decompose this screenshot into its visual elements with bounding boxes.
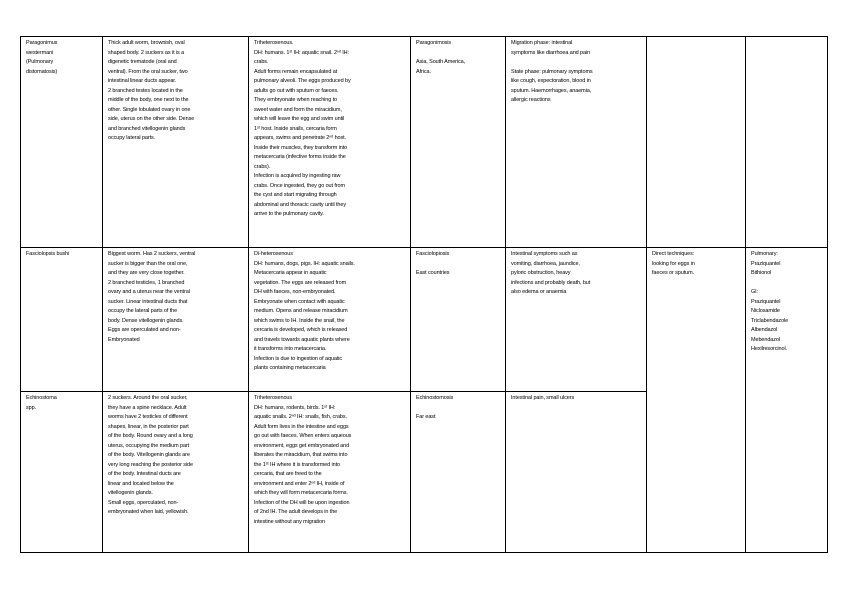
text-line: westermani (26, 49, 54, 56)
text-line: Triheteroxenous (254, 395, 293, 401)
text-line: Paragonimus (26, 40, 58, 46)
text-line: Infection of the DH will be upon ingestion (254, 499, 350, 506)
text-line: Infection is due to ingestion of aquatic (254, 355, 343, 362)
text-line: Adult forms remain encapsulated at (254, 68, 338, 75)
text-line: medium. Opens and release miracidium (254, 308, 348, 314)
text-line: arrive to the pulmonary cavity. (254, 211, 324, 217)
life-cycle-cell (249, 392, 411, 553)
text-line: Praziquantel (751, 298, 781, 305)
text-line: the 1ˢᵗ IH where it is transformed into (254, 461, 340, 468)
text-line: Paragonimosis (416, 40, 452, 46)
text-line: worms have 2 testicles of different (108, 414, 188, 420)
text-line: pyloric obstruction, heavy (511, 270, 571, 276)
text-line: Intestinal pain, small ulcers (511, 395, 575, 401)
text-line: Echinostoma (26, 395, 57, 401)
text-line: crabs). (254, 163, 271, 170)
text-line: looking for eggs in (652, 260, 695, 267)
text-line: of the body. Round ovary and a long (108, 433, 193, 439)
text-line: linear and located below the (108, 480, 174, 487)
text-line: cercaria is developed, which is released (254, 327, 348, 333)
text-line: (Pulmonary (26, 59, 54, 65)
text-line: Small eggs, operculated, non- (108, 499, 179, 506)
text-line (751, 279, 823, 289)
text-line: also edema or anaemia (511, 289, 567, 295)
text-line: Eggs are operculated and non- (108, 327, 181, 333)
text-line: Infection is acquired by ingesting raw (254, 173, 341, 179)
text-line: shaped body. 2 suckers as it is a (108, 49, 185, 56)
text-line: adults go out with sputum or faeces. (254, 87, 339, 94)
text-line: it transforms into metacercaria. (254, 346, 327, 352)
text-line: Hexilresorcinol. (751, 346, 787, 352)
text-line: cercaria, that are freed to the (254, 471, 322, 477)
text-line: appears, swims and penetrate 2ⁿᵈ host. (254, 135, 347, 141)
text-line: liberates the miracidium, that swims into (254, 452, 348, 458)
text-line: Biggest worm. Has 2 suckers, ventral (108, 251, 196, 257)
text-line: digenetic trematode (oral and (108, 59, 177, 65)
text-line: Fasciolopiosis (416, 251, 450, 257)
text-line: GI: (751, 289, 759, 295)
text-line: 1ˢᵗ host. Inside snails, cercaria form (254, 125, 337, 132)
text-line: Adult form lives in the intestine and eggs (254, 423, 349, 430)
text-line: Inside their muscles, they transform into (254, 144, 348, 151)
text-line: Triheteroxenous. (254, 40, 294, 46)
text-line: vegetation. The eggs are released from (254, 279, 347, 286)
text-line: DH: humans. 1ˢᵗ IH: aquatic snail. 2ⁿᵈ IH: (254, 49, 349, 56)
text-line: Praziquantel (751, 260, 781, 267)
text-line: shapes, linear, in the posterior part (108, 423, 189, 430)
text-line: Far east (416, 414, 436, 420)
parasite-name-cell (21, 392, 103, 553)
text-line: symptoms like diarrhoea and pain (511, 49, 591, 56)
text-line: sweet water and form the miracidium, (254, 106, 342, 113)
text-line: of the body. Vitellogenin glands are (108, 452, 190, 458)
text-line: the cyst and start migrating through (254, 192, 337, 198)
text-line (416, 49, 501, 59)
text-line (416, 404, 501, 414)
text-line: Embryonated (108, 336, 140, 343)
text-line: Direct techniques: (652, 251, 695, 257)
text-line: very long reaching the posterior side (108, 461, 193, 468)
text-line: Thick adult worm, brownish, oval (108, 40, 185, 46)
text-line: and travels towards aquatic plants where (254, 336, 350, 343)
treatment-cell (746, 248, 828, 553)
text-line: Asia, South America, (416, 59, 466, 65)
text-line: metacercaria (infective forms inside the (254, 154, 346, 160)
text-line (416, 260, 501, 270)
text-line: embryonated when laid, yellowish. (108, 509, 189, 515)
disease-cell (411, 37, 506, 248)
text-line: go out with faeces. When enters aqueous (254, 433, 352, 439)
text-line: crabs. Once ingested, they go out from (254, 182, 345, 189)
text-line: DH with faeces, non-embryonated. (254, 289, 336, 295)
text-line: DH: humans, rodents, birds. 1ˢᵗ IH: (254, 404, 336, 411)
text-line: Fasciolopsis bushi (26, 251, 70, 257)
morphology-cell (103, 37, 249, 248)
text-line: allergic reactions (511, 97, 551, 103)
diagnosis-cell (647, 248, 746, 553)
text-line: ovary and a uterus near the ventral (108, 289, 190, 295)
text-line: which will leave the egg and swim until (254, 116, 345, 122)
text-line: ventral). From the oral sucker, two (108, 68, 188, 75)
morphology-cell (103, 392, 249, 553)
text-line: environment and enter 2ⁿᵈ IH, inside of (254, 480, 345, 487)
text-line: they have a spine necklace. Adult (108, 404, 187, 411)
text-line: Metacercaria appear in aquatic (254, 270, 327, 276)
text-line: Migration phase: intestinal (511, 40, 573, 46)
text-line: body. Dense vitellogenin glands. (108, 317, 184, 324)
text-line: of 2nd IH. The adult develops in the (254, 509, 338, 515)
text-line: pulmonary alveoli. The eggs produced by (254, 78, 351, 84)
text-line: vitellogenin glands. (108, 490, 153, 496)
text-line: which they will form metacercaria forms. (254, 490, 348, 496)
text-line: Albendazol (751, 327, 778, 333)
text-line: Embryonate when contact with aquatic (254, 298, 345, 305)
text-line: Di-heteroxenous (254, 251, 293, 257)
text-line: distomatosis) (26, 68, 58, 75)
text-line: Niclosamide (751, 308, 780, 314)
parasite-name-cell (21, 37, 103, 248)
text-line: Pulmonary: (751, 251, 778, 257)
text-line: sucker. Linear intestinal ducts that (108, 298, 188, 305)
text-line: infections and probably death, but (511, 279, 591, 286)
text-line: of the body. Intestinal ducts are (108, 471, 181, 477)
text-line: intestinal linear ducts appear. (108, 78, 177, 84)
parasite-table (20, 36, 828, 553)
text-line: occupy the lateral parts of the (108, 308, 178, 314)
table-row (21, 37, 828, 248)
text-line: vomiting, diarrhoea, jaundice, (511, 260, 580, 267)
text-line: Triclabendazole (751, 317, 789, 324)
text-line: sputum. Haemorrhages, anaemia, (511, 87, 592, 94)
text-line: like cough, expectoration, blood in (511, 78, 591, 84)
text-line: DH: humans, dogs, pigs. IH: aquatic snails. (254, 260, 355, 267)
text-line: side, uterus on the other side. Dense (108, 116, 195, 122)
text-line: Echinostomosis (416, 395, 454, 401)
text-line: Mebendazol (751, 336, 780, 343)
treatment-cell (746, 37, 828, 248)
text-line: Bithionol (751, 270, 772, 276)
text-line: Intestinal symptoms such as (511, 251, 578, 257)
text-line: and branched vitellogenin glands (108, 125, 186, 132)
text-line: which swims to IH. Inside the snail, the (254, 317, 345, 324)
text-line: environment, eggs get embryonated and (254, 442, 350, 449)
text-line: spp. (26, 404, 36, 411)
text-line (511, 58, 642, 68)
text-line: abdominal and thoracic cavity until they (254, 201, 346, 208)
symptoms-cell (506, 37, 647, 248)
life-cycle-cell (249, 248, 411, 392)
text-line: faeces or sputum. (652, 270, 695, 276)
disease-cell (411, 392, 506, 553)
text-line: plants containing metacercaria (254, 365, 326, 371)
text-line: 2 branched testes located in the (108, 87, 183, 94)
text-line: middle of the body, one next to the (108, 97, 189, 103)
symptoms-cell (506, 392, 647, 553)
diagnosis-cell (647, 37, 746, 248)
text-line: and they are very close together. (108, 270, 185, 276)
text-line: Africa. (416, 68, 431, 75)
text-line: crabs. (254, 59, 269, 65)
text-line: sucker is bigger than the oral one, (108, 260, 188, 267)
symptoms-cell (506, 248, 647, 392)
parasite-name-cell (21, 248, 103, 392)
disease-cell (411, 248, 506, 392)
morphology-cell (103, 248, 249, 392)
text-line: occupy lateral parts. (108, 135, 156, 141)
text-line: other. Single lobulated ovary in one (108, 106, 191, 113)
text-line: uterus, occupying the medium part (108, 442, 190, 449)
text-line: aquatic snails. 2ⁿᵈ IH: snails, fish, crabs. (254, 414, 347, 420)
text-line: They embryonate when reaching to (254, 97, 338, 103)
table-row (21, 248, 828, 392)
text-line: 2 branched testicles, 1 branched (108, 279, 185, 286)
text-line: 2 suckers. Around the oral sucker, (108, 395, 188, 401)
text-line: East countries (416, 270, 450, 276)
text-line: intestine without any migration (254, 518, 325, 525)
life-cycle-cell (249, 37, 411, 248)
text-line: State phase: pulmonary symptoms (511, 68, 593, 75)
